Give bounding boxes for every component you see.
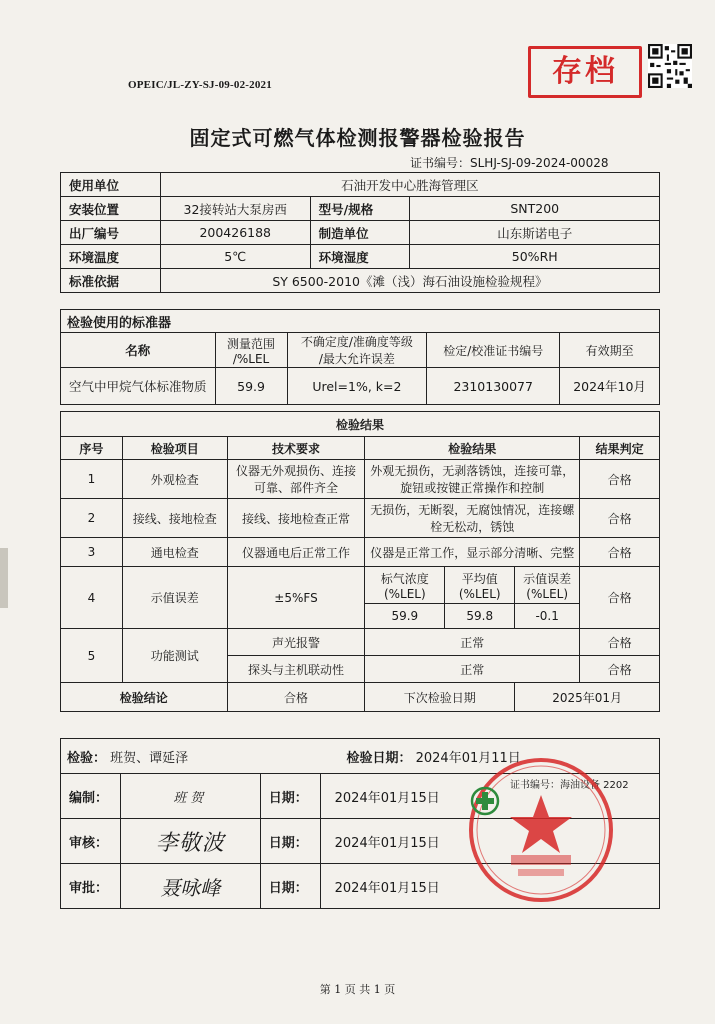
row3-req: 仪器通电后正常工作 [227,538,365,567]
qr-code-icon [648,44,692,88]
next-date-value: 2025年01月 [515,683,660,712]
res-header-no: 序号 [61,437,123,460]
inspect-date: 2024年01月11日 [415,750,521,766]
standards-table [60,309,660,405]
compile-label: 编制： [61,774,121,819]
standard-basis-label: 标准依据 [61,269,161,293]
user-unit-label: 使用单位 [61,173,161,197]
seal-certificate-number: 证书编号：海油设备 2202 [510,780,629,791]
res-header-item: 检验项目 [122,437,227,460]
approve-label: 审批： [61,864,121,909]
maker-value: 山东斯诺电子 [410,221,660,245]
row1-verdict: 合格 [580,460,660,499]
row2-no: 2 [61,499,123,538]
model-value: SNT200 [410,197,660,221]
row5-sub1-req: 声光报警 [227,629,365,656]
results-table [60,411,660,712]
humidity-label: 环境湿度 [310,245,410,269]
approve-signature: 聂咏峰 [120,864,260,909]
serial-label: 出厂编号 [61,221,161,245]
row1-result: 外观无损伤，无剥落锈蚀，连接可靠，旋钮或按键正常操作和控制 [365,460,580,499]
compile-date-label: 日期： [260,774,320,819]
row1-no: 1 [61,460,123,499]
logo-icon [470,786,500,816]
inspect-names: 班贺、谭延泽 [110,750,189,766]
std-header-expiry: 有效期至 [560,333,660,368]
inspect-label: 检验： [67,750,107,766]
res-header-result: 检验结果 [365,437,580,460]
row1-item: 外观检查 [122,460,227,499]
row5-sub2-result: 正常 [365,656,580,683]
std-uncertainty-value: Urel=1%, k=2 [287,368,427,405]
row3-no: 3 [61,538,123,567]
row3-result: 仪器是正常工作，显示部分清晰、完整 [365,538,580,567]
row4-conc-value: 59.9 [365,604,445,629]
row4-err-value: -0.1 [515,604,580,629]
row2-item: 接线、接地检查 [122,499,227,538]
document-code: OPEIC/JL-ZY-SJ-09-02-2021 [128,79,272,91]
std-range-value: 59.9 [215,368,287,405]
row3-item: 通电检查 [122,538,227,567]
row5-sub1-verdict: 合格 [580,629,660,656]
review-date-label: 日期： [260,819,320,864]
model-label: 型号/规格 [310,197,410,221]
row5-sub2-verdict: 合格 [580,656,660,683]
report-title: 固定式可燃气体检测报警器检验报告 [189,126,526,150]
temperature-value: 5℃ [160,245,310,269]
humidity-value: 50%RH [410,245,660,269]
row4-sub-header-err: 示值误差 (%LEL) [515,567,580,604]
page-footer: 第 1 页 共 1 页 [319,983,396,996]
std-cert-value: 2310130077 [427,368,560,405]
res-header-verdict: 结果判定 [580,437,660,460]
row4-verdict: 合格 [580,567,660,629]
install-location-label: 安装位置 [61,197,161,221]
row5-item: 功能测试 [122,629,227,683]
next-date-label: 下次检验日期 [365,683,515,712]
standard-basis-value: SY 6500-2010《滩（浅）海石油设施检验规程》 [160,269,659,293]
row4-avg-value: 59.8 [445,604,515,629]
approve-date-label: 日期： [260,864,320,909]
review-label: 审核： [61,819,121,864]
results-section-title: 检验结果 [61,412,660,437]
row5-sub2-req: 探头与主机联动性 [227,656,365,683]
std-header-cert: 检定/校准证书编号 [427,333,560,368]
row5-sub1-result: 正常 [365,629,580,656]
row1-req: 仪器无外观损伤、连接可靠、部件齐全 [227,460,365,499]
row4-no: 4 [61,567,123,629]
std-name-value: 空气中甲烷气体标准物质 [61,368,216,405]
std-expiry-value: 2024年10月 [560,368,660,405]
temperature-label: 环境温度 [61,245,161,269]
row3-verdict: 合格 [580,538,660,567]
official-seal-icon [466,755,616,905]
inspect-date-label: 检验日期： [346,750,412,766]
approve-date: 2024年01月15日 [320,864,659,909]
archive-stamp: 存档 [528,46,642,98]
row5-no: 5 [61,629,123,683]
row2-req: 接线、接地检查正常 [227,499,365,538]
review-signature: 李敬波 [120,819,260,864]
user-unit-value: 石油开发中心胜海管理区 [160,173,659,197]
row4-sub-header-conc: 标气浓度 (%LEL) [365,567,445,604]
info-table [60,172,660,293]
install-location-value: 32接转站大泵房西 [160,197,310,221]
review-date: 2024年01月15日 [320,819,659,864]
conclusion-label: 检验结论 [61,683,228,712]
conclusion-value: 合格 [227,683,365,712]
row4-sub-header-avg: 平均值 (%LEL) [445,567,515,604]
certificate-number: 证书编号：SLHJ-SJ-09-2024-00028 [410,156,609,170]
row2-verdict: 合格 [580,499,660,538]
row4-item: 示值误差 [122,567,227,629]
std-header-uncertainty: 不确定度/准确度等级 /最大允许误差 [287,333,427,368]
std-header-range: 测量范围 /%LEL [215,333,287,368]
compile-date: 2024年01月15日 [320,774,659,819]
maker-label: 制造单位 [310,221,410,245]
standards-section-title: 检验使用的标准器 [61,310,660,333]
res-header-req: 技术要求 [227,437,365,460]
page-edge-shadow [0,548,8,608]
std-header-name: 名称 [61,333,216,368]
row2-result: 无损伤，无断裂，无腐蚀情况，连接螺栓无松动，锈蚀 [365,499,580,538]
row4-req: ±5%FS [227,567,365,629]
compile-signature: 班贺 [120,774,260,819]
serial-value: 200426188 [160,221,310,245]
